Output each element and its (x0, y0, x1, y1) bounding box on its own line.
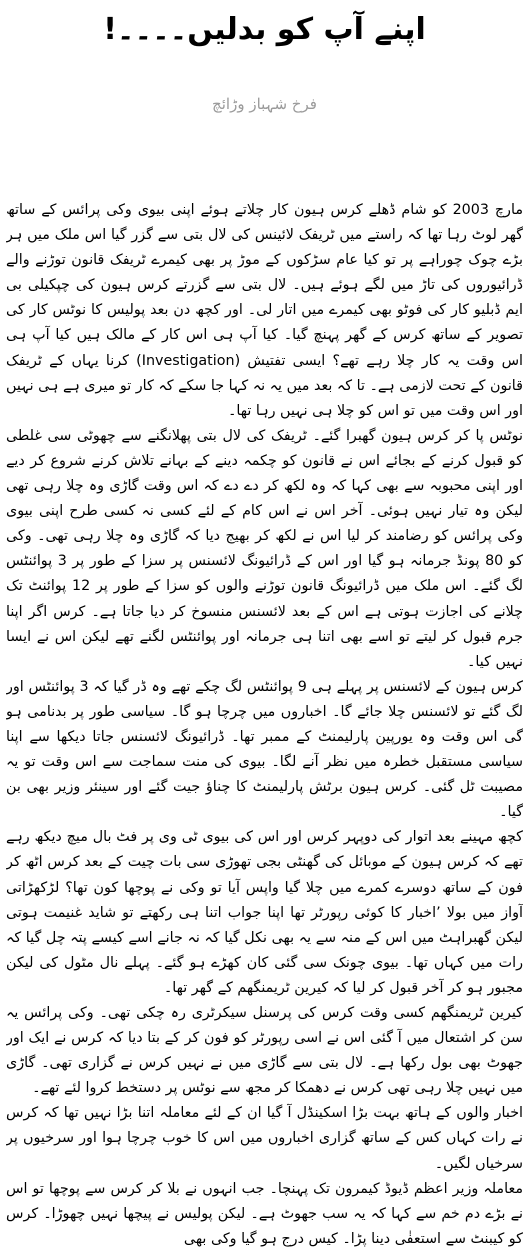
article-title: اپنے آپ کو بدلیں۔۔۔۔! (103, 12, 426, 47)
paragraph: نوٹس پا کر کرس ہیون گھبرا گئے۔ ٹریفک کی لال بتی پھلانگنے سے چھوٹی سی غلطی کو قبول کرنے کے بجائے اس نے قانون کو چکمہ دینے کے بہانے تلاش کرنے شروع کر دیے اور اپنی محبوبہ سے بھی کہا کہ وہ لکھ کر دے دے کہ اس وقت گاڑی وہ چلا رہی تھی لیکن وہ تیار نہیں ہوئی۔ آخر اس نے اس کام کے لئے کسی نہ کسی طرح اپنی بیوی وکی پرائس کو رضامند کر لیا اس نے لکھ کر بھیج دیا کہ گاڑی وہ چلا رہی تھی۔ وکی کو 80 پونڈ جرمانہ ہو گیا اور اس کے ڈرائیونگ لائسنس پر سزا کے طور پر 3 پوائنٹس لگ گئے۔ اس ملک میں ڈرائیونگ قانون توڑنے والوں کو سزا کے طور پر 12 پوائنٹ تک چلانے کی اجازت ہوتی ہے اس کے بعد لائسنس منسوخ کر دیا جاتا ہے۔ کرس اگر اپنا جرم قبول کر لیتے تو اسے بھی اتنا ہی جرمانہ اور پوائنٹس لگنے تھے لیکن اس نے ایسا نہیں کیا۔ (6, 427, 523, 670)
article-body (6, 198, 523, 1256)
paragraph: کرس ہیون کے لائسنس پر پہلے ہی 9 پوائنٹس لگ چکے تھے وہ ڈر گیا کہ 3 پوائنٹس اور لگ گئے تو لائسنس چلا جائے گا۔ اخباروں میں چرچا ہو گا۔ سیاسی طور پر بدنامی ہو گی اس وقت وہ یورپین پارلیمنٹ کے ممبر تھا۔ ڈرائیونگ لائسنس جاتا دیکھا سے اپنا سیاسی مستقبل خطرہ میں نظر آنے لگا۔ بیوی کی منت سماجت سے اس وقت تو یہ مصیبت ٹل گئی۔ کرس ہیون برٹش پارلیمنٹ کا چناؤ جیت گئے اور سینئر وزیر بھی بن گیا۔ (6, 678, 523, 821)
author-name: فرخ شہباز وڑائچ (212, 95, 317, 113)
paragraph: کچھ مہینے بعد اتوار کی دوپہر کرس اور اس کی بیوی ٹی وی پر فٹ بال میچ دیکھ رہے تھے کہ کرس ہیون کے موبائل کی گھنٹی بجی تھوڑی سی بات چیت کے بعد کرس اٹھ کر فون کے ساتھ دوسرے کمرے میں چلا گیا واپس آیا تو وکی نے پوچھا کون تھا؟ لڑکھڑاتی آواز میں بولا ’اخبار کا کوئی رپورٹر تھا اپنا جواب اتنا ہی رکھتے تو شاید غنیمت ہوتی لیکن گھبراہٹ میں اس کے منہ سے یہ بھی نکل گیا کہ نہ جانے اسے کیسے پتہ چل گیا کہ رات میں کہاں تھا۔ بیوی چونک سی گئی کان کھڑے ہو گئے۔ پہلے نال مٹول کی لیکن مجبور ہو کر آخر قبول کر لیا کہ کیرین ٹریمنگھم کے گھر تھا۔ (6, 829, 523, 996)
paragraph: مارچ 2003 کو شام ڈھلے کرس ہیون کار چلاتے ہوئے اپنی بیوی وکی پرائس کے ساتھ گھر لوٹ رہا تھا کہ راستے میں ٹریفک لائینس کی لال بتی سے گزر گیا اس ملک میں ہر بڑے چوک چوراہے پر تو کیا عام سڑکوں کے موڑ پر بھی کیمرے ٹریفک قانون توڑنے والے ڈرائیوروں کی تاڑ میں لگے ہوئے ہیں۔ لال بتی سے گزرتے کرس ہیون کی چپکیلی بی ایم ڈبلیو کار کی فوٹو بھی کیمرے میں اتار لی۔ اور کچھ دن بعد پولیس کا نوٹس کار کی تصویر کے ساتھ کرس کے گھر پہنچ گیا۔ کیا آپ ہی اس کار کے مالک ہیں کیا آپ ہی اس وقت یہ کار چلا رہے تھے؟ ایسی تفتیش (Investigation) کرنا یہاں کے ٹریفک قانون کے تحت لازمی ہے۔ تا کہ بعد میں یہ نہ کہا جا سکے کہ کار تو میری ہے ہی نہیں اور اس وقت میں تو اس کو چلا ہی نہیں رہا تھا۔ (6, 202, 523, 419)
paragraph: اخبار والوں کے ہاتھ بہت بڑا اسکینڈل آ گیا ان کے لئے معاملہ اتنا بڑا نہیں تھا کہ کرس نے رات کہاں کس کے ساتھ گزاری اخباروں میں اس کا خوب چرچا ہوا اور سرخیوں پر سرخیاں لگیں۔ (6, 1105, 523, 1172)
paragraph: کیرین ٹریمنگھم کسی وقت کرس کی پرسنل سیکرٹری رہ چکی تھی۔ وکی پرائس یہ سن کر اشتعال میں آ گئی اس نے اسی رپورٹر کو فون کر کے بتا دیا کہ کرس نے ایک اور جھوٹ بھی بول رکھا ہے۔ لال بتی سے گاڑی میں نے نہیں کرس نے گزاری تھی۔ گاڑی میں نہیں چلا رہی تھی کرس نے دھمکا کر مجھ سے نوٹس پر دستخط کروا لئے تھے۔ (6, 1005, 523, 1097)
paragraph: معاملہ وزیر اعظم ڈیوڈ کیمرون تک پہنچا۔ جب انہوں نے بلا کر کرس سے پوچھا تو اس نے بڑے دم خم سے کہا کہ یہ سب جھوٹ ہے۔ لیکن پولیس نے پیچھا نہیں چھوڑا۔ کرس کو کیبنٹ سے استعفٰی دینا پڑا۔ کیس درج ہو گیا وکی بھی (6, 1180, 523, 1247)
